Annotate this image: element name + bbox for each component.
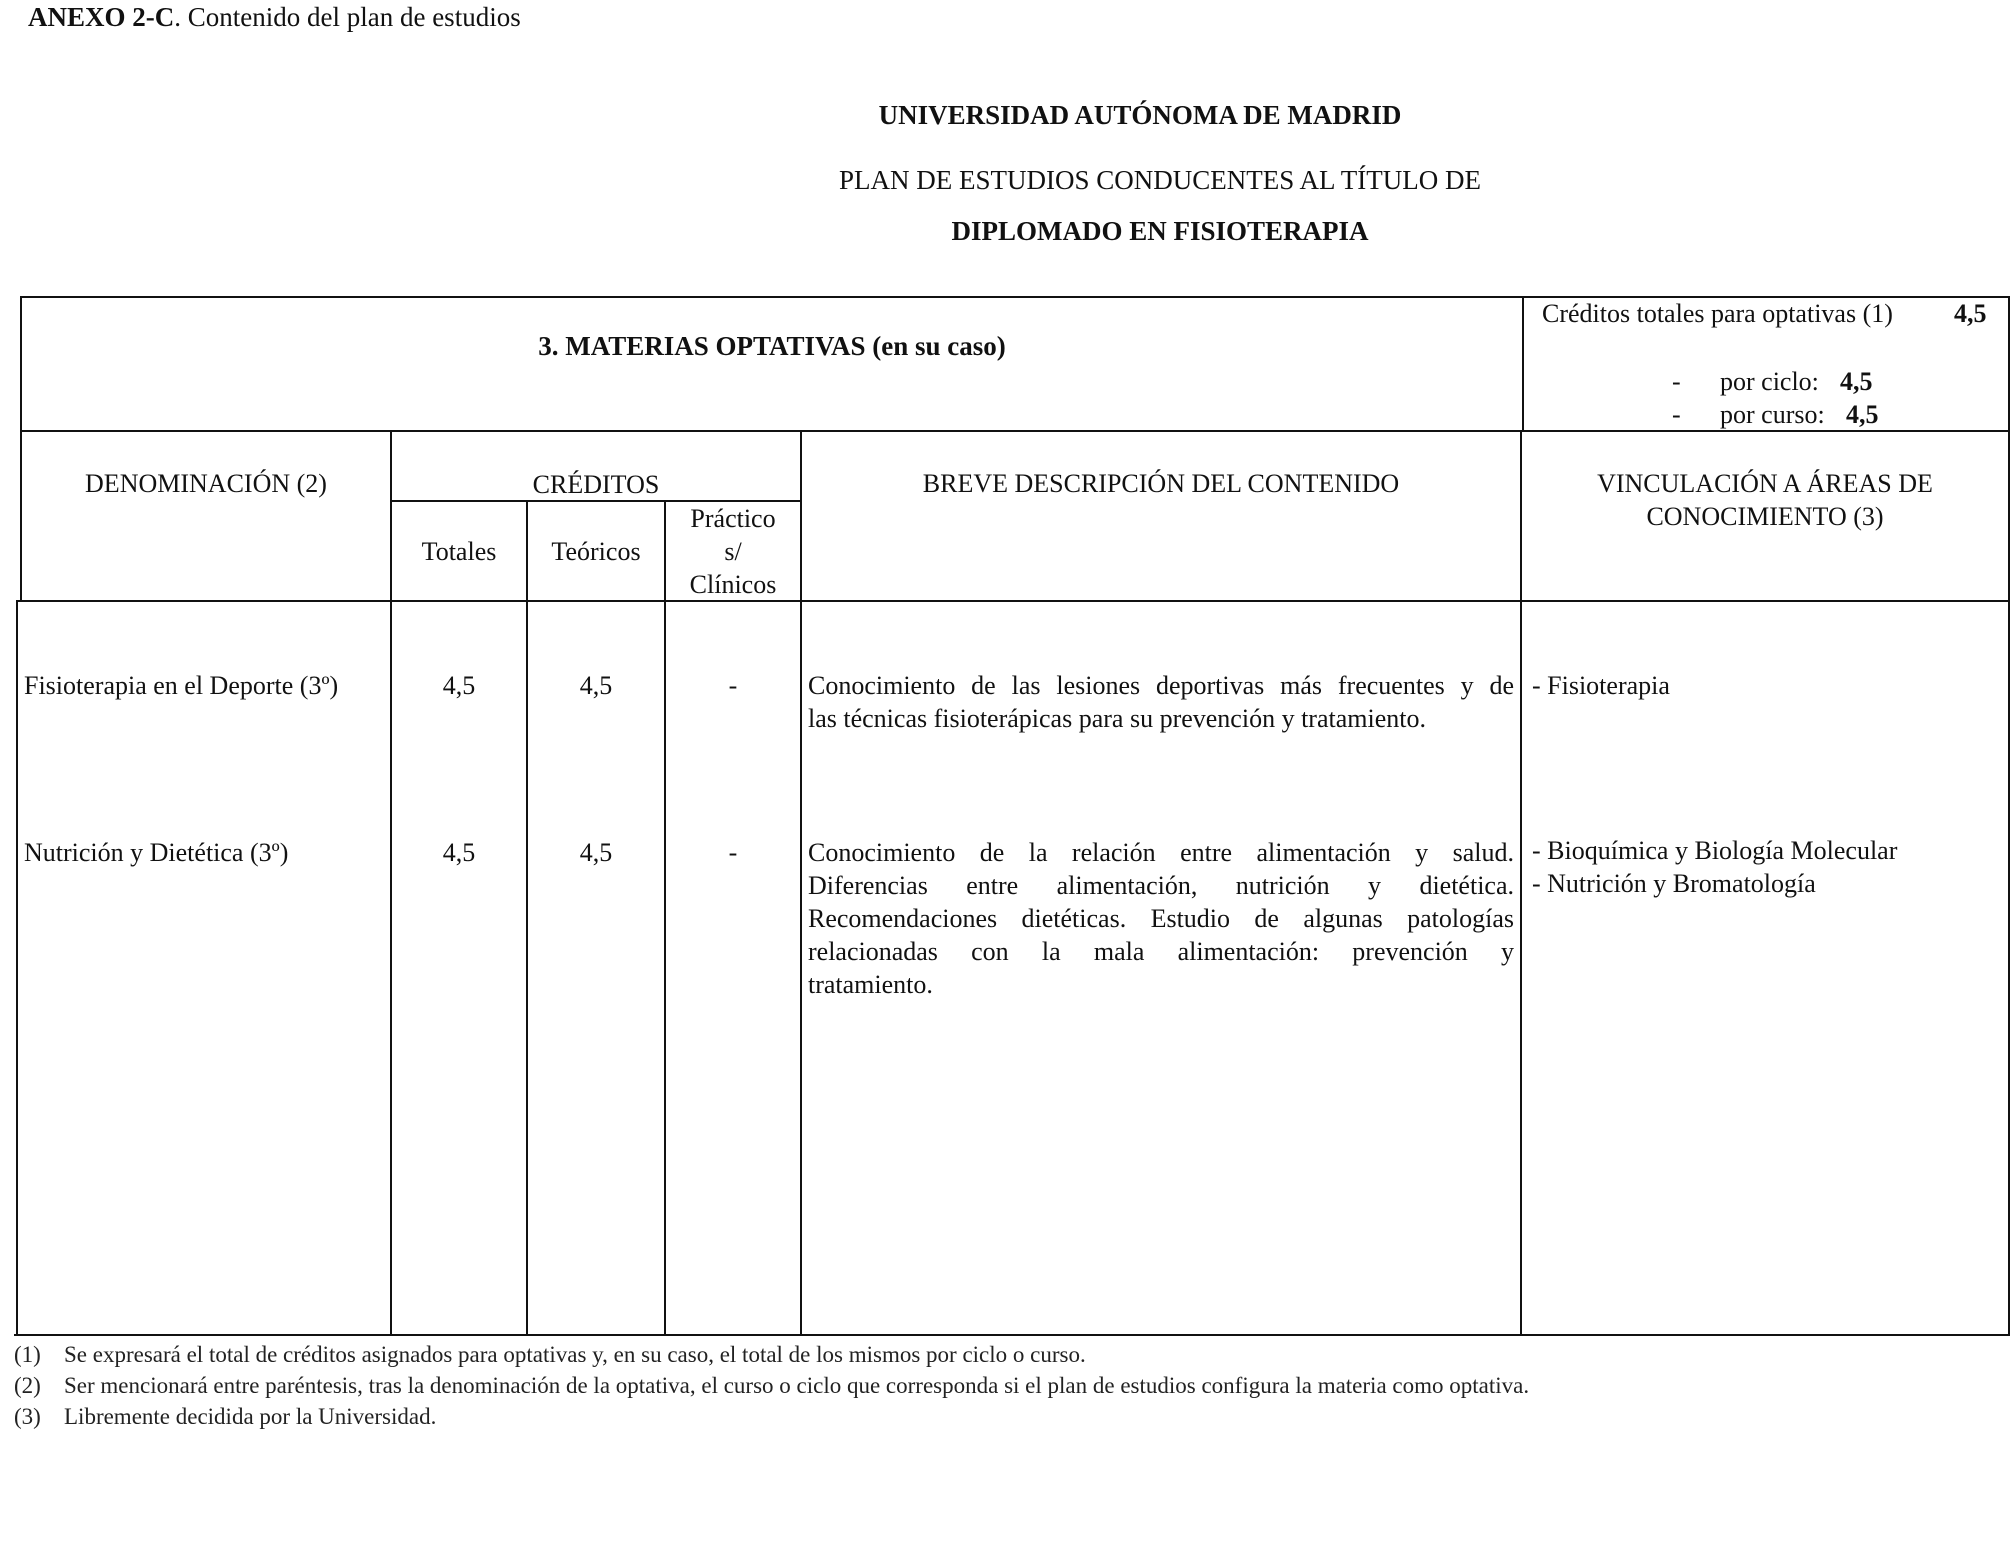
row-totales: 4,5 — [442, 671, 476, 700]
col-denominacion: DENOMINACIÓN (2) — [85, 469, 327, 498]
per-cycle-dash: - — [1672, 367, 1681, 396]
col-practicos-line3: Clínicos — [689, 570, 777, 599]
area-item: - Fisioterapia — [1532, 671, 1670, 700]
footnote-number: (2) — [14, 1373, 41, 1398]
desc-line: relacionadas con la mala alimentación: prevención y — [808, 937, 1514, 966]
desc-line: Conocimiento de la relación entre alimentación y salud. — [808, 838, 1514, 867]
row-practicos: - — [728, 671, 738, 700]
annex-label: ANEXO 2-C — [28, 2, 175, 32]
col-totales: Totales — [421, 537, 497, 566]
credits-total-label: Créditos totales para optativas (1) — [1542, 299, 1893, 328]
row-areas — [1532, 669, 1670, 702]
col-vinculacion-line1: VINCULACIÓN A ÁREAS DE — [1597, 469, 1933, 498]
row-teoricos: 4,5 — [579, 671, 613, 700]
row-totales: 4,5 — [442, 838, 476, 867]
col-teoricos: Teóricos — [551, 537, 641, 566]
per-cycle-value: 4,5 — [1840, 367, 1873, 396]
university-name: UNIVERSIDAD AUTÓNOMA DE MADRID — [878, 100, 1402, 130]
desc-line: las técnicas fisioterápicas para su prevención y tratamiento. — [808, 704, 1426, 733]
degree-title: DIPLOMADO EN FISIOTERAPIA — [951, 216, 1369, 246]
row-name: Nutrición y Dietética (3º) — [24, 838, 289, 867]
desc-line: Recomendaciones dietéticas. Estudio de algunas patologías — [808, 904, 1514, 933]
desc-line: tratamiento. — [808, 970, 933, 999]
footnote-number: (3) — [14, 1404, 41, 1429]
row-description — [808, 836, 1514, 1001]
col-descripcion: BREVE DESCRIPCIÓN DEL CONTENIDO — [922, 469, 1400, 498]
section-title: 3. MATERIAS OPTATIVAS (en su caso) — [538, 331, 1006, 361]
per-course-label: por curso: — [1720, 400, 1825, 429]
col-creditos: CRÉDITOS — [532, 470, 660, 499]
footnote-text: Se expresará el total de créditos asignados para optativas y, en su caso, el total de los mismos por ciclo o curso. — [64, 1342, 1086, 1367]
area-item: - Nutrición y Bromatología — [1532, 869, 1816, 898]
footnote-2 — [14, 1373, 1529, 1399]
col-vinculacion — [1522, 467, 2008, 533]
footnote-text: Ser mencionará entre paréntesis, tras la denominación de la optativa, el curso o ciclo que corresponda si el plan de estudios configura la materia como optativa. — [64, 1373, 1530, 1398]
col-vinculacion-line2: CONOCIMIENTO (3) — [1646, 502, 1884, 531]
footnote-3 — [14, 1404, 436, 1430]
plan-line: PLAN DE ESTUDIOS CONDUCENTES AL TÍTULO DE — [839, 165, 1481, 195]
footnote-number: (1) — [14, 1342, 41, 1367]
footnote-text: Libremente decidida por la Universidad. — [64, 1404, 437, 1429]
col-practicos — [666, 502, 800, 601]
row-name: Fisioterapia en el Deporte (3º) — [24, 671, 339, 700]
annex-title — [28, 2, 521, 33]
annex-text: . Contenido del plan de estudios — [174, 2, 521, 32]
desc-line: Conocimiento de las lesiones deportivas más frecuentes y de — [808, 671, 1514, 700]
col-practicos-line2: s/ — [724, 537, 742, 566]
row-description — [808, 669, 1514, 735]
credits-total-value: 4,5 — [1954, 299, 1987, 328]
desc-line: Diferencias entre alimentación, nutrición y dietética. — [808, 871, 1514, 900]
per-cycle-label: por ciclo: — [1720, 367, 1819, 396]
per-course-value: 4,5 — [1846, 400, 1879, 429]
row-areas — [1532, 834, 1897, 900]
row-practicos: - — [728, 838, 738, 867]
per-course-dash: - — [1672, 400, 1681, 429]
footnote-1 — [14, 1342, 1086, 1368]
area-item: - Bioquímica y Biología Molecular — [1532, 836, 1898, 865]
col-practicos-line1: Práctico — [690, 504, 776, 533]
row-teoricos: 4,5 — [579, 838, 613, 867]
